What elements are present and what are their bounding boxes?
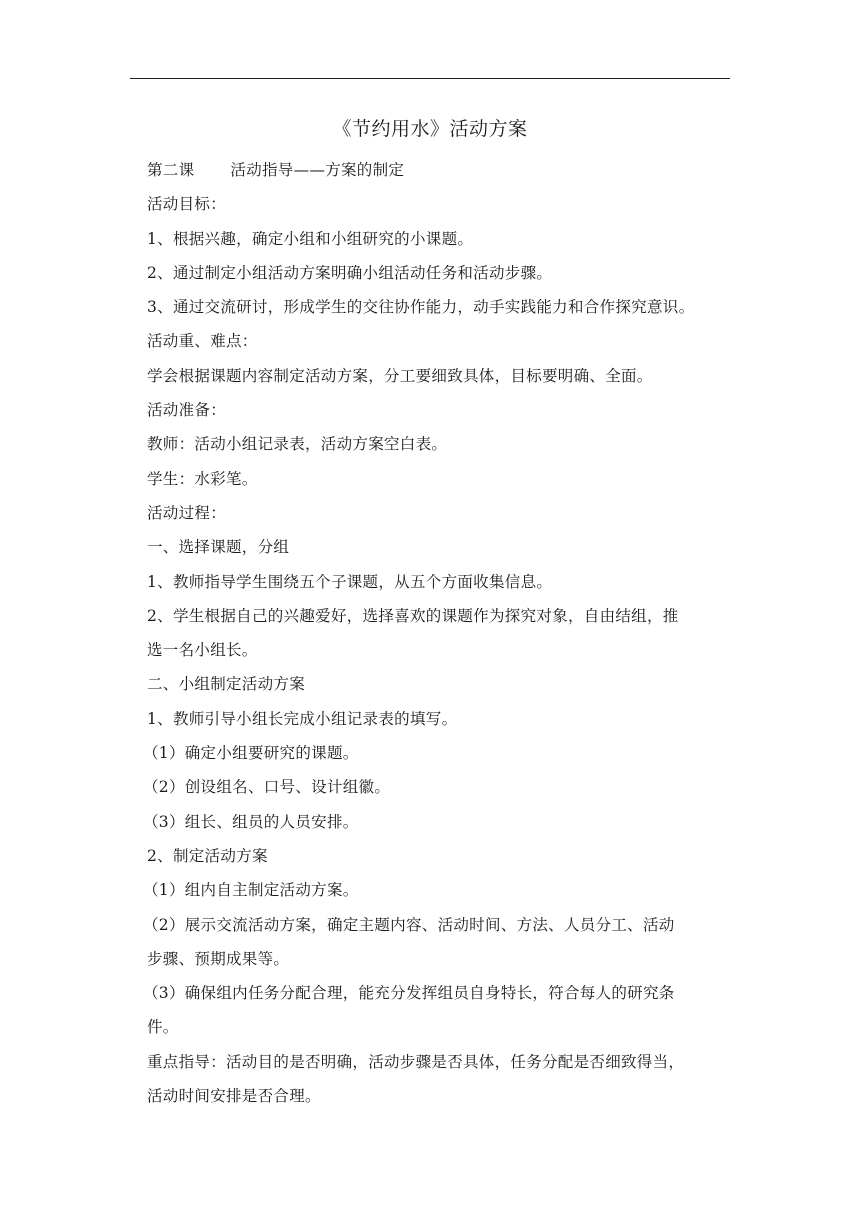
header-rule	[130, 78, 730, 79]
text-line: 2、学生根据自己的兴趣爱好，选择喜欢的课题作为探究对象，自由结组，推	[147, 606, 679, 625]
text-line: 活动过程：	[147, 503, 227, 522]
text-line: 件。	[147, 1018, 179, 1037]
text-line: 一、选择课题，分组	[147, 538, 290, 557]
text-line: 学生：水彩笔。	[147, 469, 258, 488]
text-line: 3、通过交流研讨，形成学生的交往协作能力，动手实践能力和合作探究意识。	[147, 298, 695, 317]
document-body	[143, 153, 737, 1113]
document-title: 《节约用水》活动方案	[332, 118, 528, 140]
text-line: 重点指导：活动目的是否明确，活动步骤是否具体，任务分配是否细致得当，	[147, 1052, 685, 1071]
text-line: 活动时间安排是否合理。	[147, 1087, 321, 1106]
text-line: 活动重、难点：	[147, 332, 258, 351]
text-line: 1、教师引导小组长完成小组记录表的填写。	[147, 709, 458, 728]
text-line: 活动准备：	[147, 401, 227, 420]
text-line: （1）组内自主制定活动方案。	[143, 881, 359, 900]
text-line: 步骤、预期成果等。	[147, 949, 290, 968]
text-line: 2、通过制定小组活动方案明确小组活动任务和活动步骤。	[147, 263, 553, 282]
text-line: （2）创设组名、口号、设计组徽。	[143, 778, 391, 797]
text-line: 1、教师指导学生围绕五个子课题，从五个方面收集信息。	[147, 572, 553, 591]
text-line: 1、根据兴趣，确定小组和小组研究的小课题。	[147, 229, 474, 248]
text-line: （3）确保组内任务分配合理，能充分发挥组员自身特长，符合每人的研究条	[143, 984, 675, 1003]
text-line: 二、小组制定活动方案	[147, 675, 306, 694]
text-line: （3）组长、组员的人员安排。	[143, 812, 359, 831]
text-line: 活动目标：	[147, 195, 227, 214]
text-line: 选一名小组长。	[147, 641, 258, 660]
text-line: 教师：活动小组记录表，活动方案空白表。	[147, 435, 448, 454]
text-line: 学会根据课题内容制定活动方案，分工要细致具体，目标要明确、全面。	[147, 366, 653, 385]
text-line: 2、制定活动方案	[147, 846, 268, 865]
lesson-heading	[147, 153, 737, 187]
text-line: （1）确定小组要研究的课题。	[143, 744, 359, 763]
lesson-number: 第二课	[147, 161, 195, 179]
lesson-topic: 活动指导——方案的制定	[230, 161, 405, 179]
text-line: （2）展示交流活动方案，确定主题内容、活动时间、方法、人员分工、活动	[143, 915, 675, 934]
